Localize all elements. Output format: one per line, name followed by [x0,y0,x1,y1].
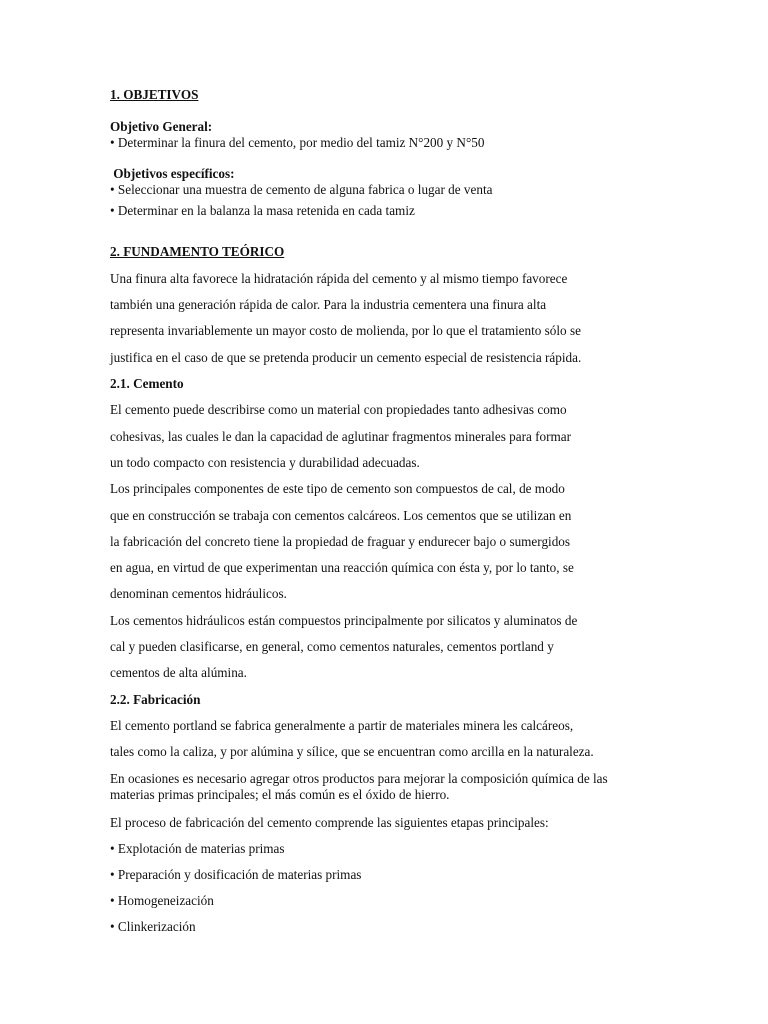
list-item: • Clinkerización [110,919,196,934]
paragraph-line: Los principales componentes de este tipo de cemento son compuestos de cal, de modo [110,481,565,496]
paragraph-line: representa invariablemente un mayor costo de molienda, por lo que el tratamiento sólo se [110,323,581,338]
paragraph-line: tales como la caliza, y por alúmina y sílice, que se encuentran como arcilla en la naturaleza. [110,744,594,759]
section-2-heading: 2. FUNDAMENTO TEÓRICO [110,244,285,259]
paragraph-line: en agua, en virtud de que experimentan una reacción química con ésta y, por lo tanto, se [110,560,574,575]
paragraph-line: Los cementos hidráulicos están compuestos principalmente por silicatos y aluminatos de [110,613,578,628]
paragraph-line: denominan cementos hidráulicos. [110,586,287,601]
subsection-2-1-heading: 2.1. Cemento [110,376,184,391]
paragraph-line: justifica en el caso de que se pretenda producir un cemento especial de resistencia rápida. [110,350,582,365]
list-item: • Homogeneización [110,893,214,908]
paragraph-line: El cemento puede describirse como un material con propiedades tanto adhesivas como [110,402,567,417]
paragraph-line: también una generación rápida de calor. Para la industria cementera una finura alta [110,297,547,312]
paragraph-line: que en construcción se trabaja con cementos calcáreos. Los cementos que se utilizan en [110,508,572,523]
list-item: • Preparación y dosificación de materias primas [110,867,362,882]
paragraph-line: cal y pueden clasificarse, en general, como cementos naturales, cementos portland y [110,639,554,654]
general-objective-label: Objetivo General: [110,119,213,134]
subsection-2-2-heading: 2.2. Fabricación [110,692,201,707]
paragraph-line: la fabricación del concreto tiene la propiedad de fraguar y endurecer bajo o sumergidos [110,534,571,549]
list-item: • Explotación de materias primas [110,841,285,856]
paragraph-line: cementos de alta alúmina. [110,665,247,680]
section-1-heading: 1. OBJETIVOS [110,87,199,102]
paragraph-line: El proceso de fabricación del cemento comprende las siguientes etapas principales: [110,815,549,830]
specific-objective-item: • Determinar en la balanza la masa retenida en cada tamiz [110,203,415,218]
general-objective-item: • Determinar la finura del cemento, por medio del tamiz N°200 y N°50 [110,135,485,150]
paragraph-line: un todo compacto con resistencia y durabilidad adecuadas. [110,455,420,470]
specific-objective-item: • Seleccionar una muestra de cemento de alguna fabrica o lugar de venta [110,182,493,197]
paragraph-line: Una finura alta favorece la hidratación rápida del cemento y al mismo tiempo favorece [110,271,568,286]
paragraph-line: cohesivas, las cuales le dan la capacidad de aglutinar fragmentos minerales para formar [110,429,571,444]
paragraph: En ocasiones es necesario agregar otros productos para mejorar la composición química de las materias primas principales; el más común es el óxido de hierro. [110,771,608,802]
paragraph-line: El cemento portland se fabrica generalmente a partir de materiales minera les calcáreos, [110,718,574,733]
specific-objectives-label: Objetivos específicos: [110,166,235,181]
